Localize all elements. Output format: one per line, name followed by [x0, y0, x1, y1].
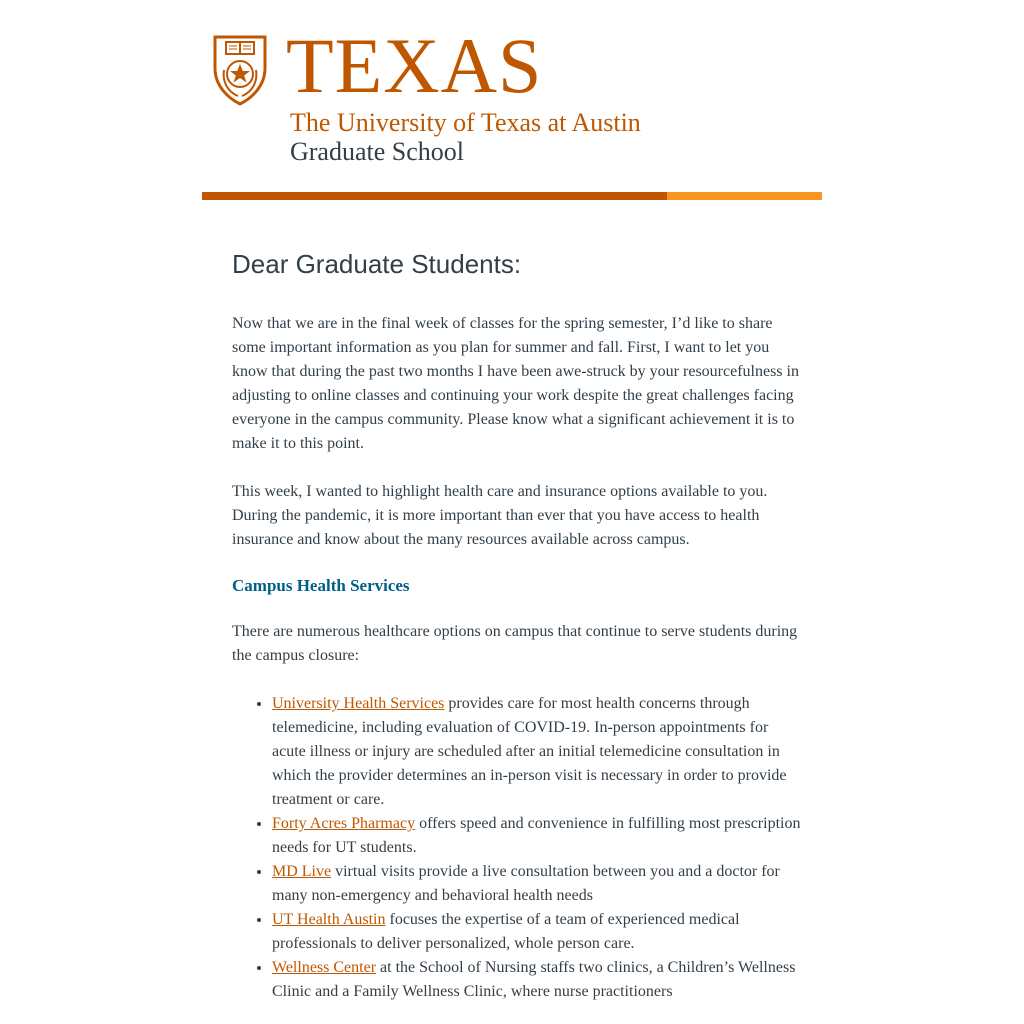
service-description: offers speed and convenience in fulfilling most prescription needs for UT students.	[272, 815, 801, 856]
ut-seal-icon	[212, 34, 268, 106]
paragraph-intro: Now that we are in the final week of classes for the spring semester, I’d like to share some important information as you plan for summer and fall. First, I want to let you know that during the past two months I have been awe-struck by your resourcefulness in adjusting to online classes and continuing your work despite the great challenges facing everyone in the campus community. Please know what a significant achievement it is to make it to this point.	[232, 315, 799, 452]
services-list	[232, 692, 802, 1004]
section-intro: There are numerous healthcare options on campus that continue to serve students during the campus closure:	[232, 623, 798, 664]
list-item	[272, 860, 802, 908]
section-heading-campus-health: Campus Health Services	[232, 576, 410, 595]
link-ut-health-austin[interactable]: UT Health Austin	[272, 911, 386, 928]
graduate-school-name: Graduate School	[290, 137, 465, 166]
header-bar-secondary	[667, 192, 822, 200]
service-description: focuses the expertise of a team of experienced medical professionals to deliver personalized, whole person care.	[272, 911, 740, 952]
header-bar-primary	[202, 192, 667, 200]
list-item	[272, 812, 802, 860]
list-item	[272, 692, 802, 812]
paragraph-health-care: This week, I wanted to highlight health care and insurance options available to you. During the pandemic, it is more important than ever that you have access to health insurance and know about the many resources available across campus.	[232, 483, 768, 548]
link-university-health-services[interactable]: University Health Services	[272, 695, 445, 712]
university-name: The University of Texas at Austin	[290, 108, 641, 137]
service-description: at the School of Nursing staffs two clinics, a Children’s Wellness Clinic and a Family Wellness Clinic, where nurse practitioners	[272, 959, 796, 1000]
email-header	[202, 0, 822, 200]
service-description: provides care for most health concerns through telemedicine, including evaluation of COVID-19. In-person appointments for acute illness or injury are scheduled after an initial telemedicine consultation in which the provider determines an in-person visit is necessary in order to provide treatment or care.	[272, 695, 787, 808]
list-item	[272, 956, 802, 1004]
texas-wordmark: TEXAS	[286, 22, 543, 109]
link-md-live[interactable]: MD Live	[272, 863, 332, 880]
service-description: virtual visits provide a live consultation between you and a doctor for many non-emergency and behavioral health needs	[272, 863, 780, 904]
list-item	[272, 908, 802, 956]
greeting: Dear Graduate Students:	[232, 249, 522, 279]
letter-body	[232, 246, 802, 1004]
link-forty-acres-pharmacy[interactable]: Forty Acres Pharmacy	[272, 815, 416, 832]
link-wellness-center[interactable]: Wellness Center	[272, 959, 377, 976]
